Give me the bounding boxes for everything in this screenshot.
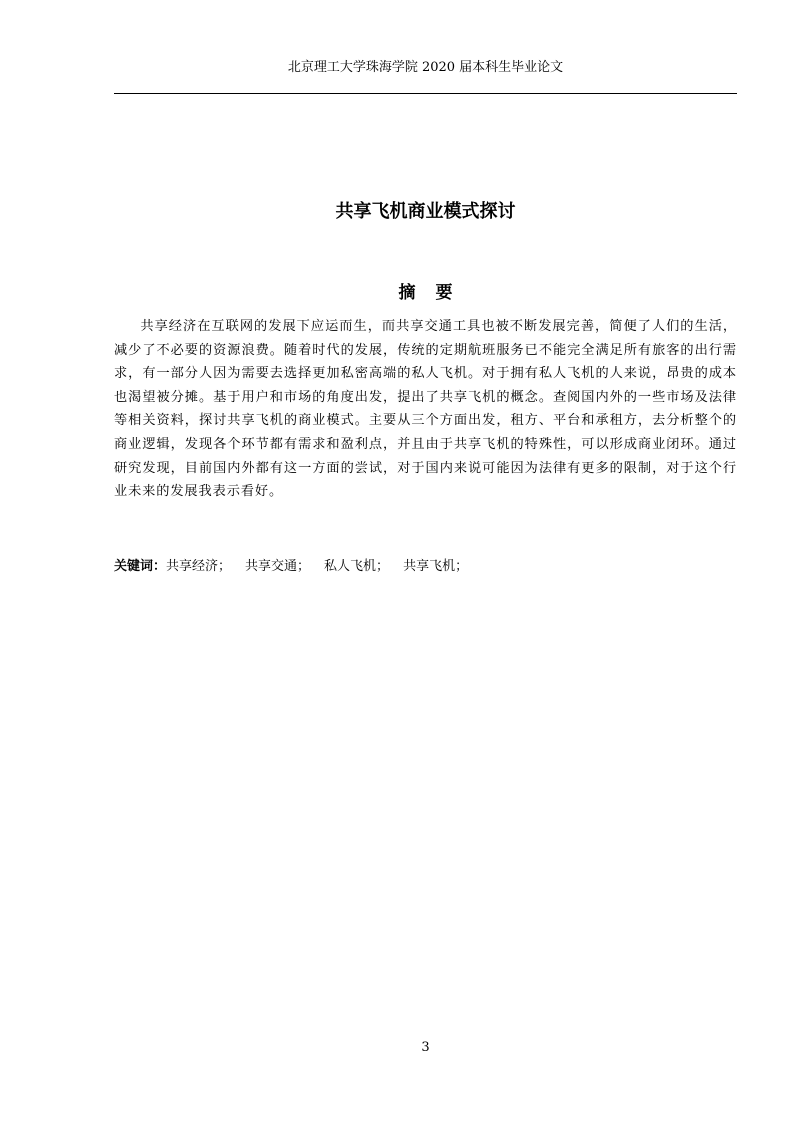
header-divider (114, 93, 737, 94)
keyword-item: 共享经济； (166, 559, 232, 574)
keyword-item: 私人飞机； (324, 559, 390, 574)
document-title: 共享飞机商业模式探讨 (335, 201, 516, 222)
keyword-item: 共享交通； (245, 559, 311, 574)
keywords-line (114, 556, 737, 578)
keyword-item: 共享飞机； (403, 559, 469, 574)
page-number: 3 (421, 1040, 430, 1055)
page-header: 北京理工大学珠海学院 2020 届本科生毕业论文 (287, 60, 564, 75)
abstract-body: 共享经济在互联网的发展下应运而生，而共享交通工具也被不断发展完善，简便了人们的生活，减少了不必要的资源浪费。随着时代的发展，传统的定期航班服务已不能完全满足所有旅客的出行需求，有一部分人因为需要去选择更加私密高端的私人飞机。对于拥有私人飞机的人来说，昂贵的成本也渴望被分摊。基于用户和市场的角度出发，提出了共享飞机的概念。查阅国内外的一些市场及法律等相关资料，探讨共享飞机的商业模式。主要从三个方面出发，租方、平台和承租方，去分析整个的商业逻辑，发现各个环节都有需求和盈利点，并且由于共享飞机的特殊性，可以形成商业闭环。通过研究发现，目前国内外都有这一方面的尝试，对于国内来说可能因为法律有更多的限制，对于这个行业未来的发展我表示看好。 (114, 319, 737, 500)
keywords-label: 关键词： (114, 559, 167, 574)
abstract-heading: 摘要 (398, 283, 473, 303)
